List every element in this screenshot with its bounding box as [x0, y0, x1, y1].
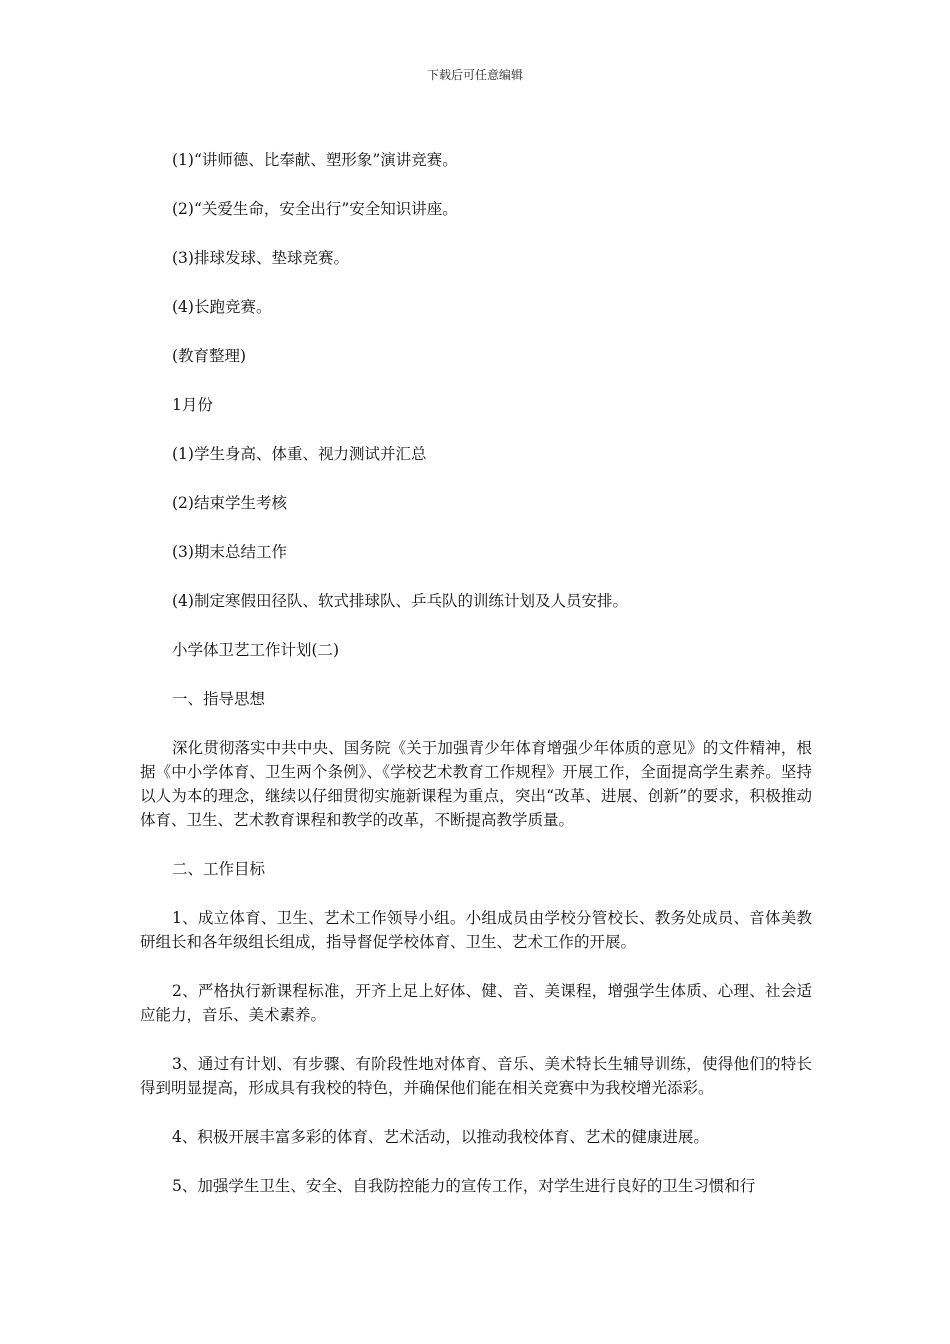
month-label: 1月份: [172, 396, 213, 414]
heading-work-goals: 二、工作目标: [172, 860, 266, 878]
goal-paragraph: 2、严格执行新课程标准，开齐上足上好体、健、音、美课程，增强学生体质、心理、社会适应能力，音乐、美术素养。: [140, 982, 812, 1024]
page-header-note: 下载后可任意编辑: [426, 68, 523, 82]
goal-paragraph: 5、加强学生卫生、安全、自我防控能力的宣传工作，对学生进行良好的卫生习惯和行: [172, 1177, 756, 1195]
list-item: (1)“讲师德、比奉献、塑形象”演讲竞赛。: [172, 151, 458, 169]
list-item: (1)学生身高、体重、视力测试并汇总: [172, 445, 427, 463]
goal-paragraph: 4、积极开展丰富多彩的体育、艺术活动，以推动我校体育、艺术的健康进展。: [172, 1128, 709, 1146]
heading-guiding-thought: 一、指导思想: [172, 690, 266, 708]
list-item: (2)结束学生考核: [172, 494, 287, 512]
goal-paragraph: 3、通过有计划、有步骤、有阶段性地对体育、音乐、美术特长生辅导训练，使得他们的特长得到明显提高，形成具有我校的特色，并确保他们能在相关竞赛中为我校增光添彩。: [140, 1055, 812, 1097]
list-item: (3)排球发球、垫球竞赛。: [172, 249, 349, 267]
document-body: [140, 148, 812, 1223]
goal-paragraph: 1、成立体育、卫生、艺术工作领导小组。小组成员由学校分管校长、教务处成员、音体美教研组长和各年级组长组成，指导督促学校体育、卫生、艺术工作的开展。: [140, 909, 812, 951]
list-item: (3)期末总结工作: [172, 543, 287, 561]
list-item: (4)制定寒假田径队、软式排球队、乒乓队的训练计划及人员安排。: [172, 592, 628, 610]
paragraph-guiding-thought: 深化贯彻落实中共中央、国务院《关于加强青少年体育增强少年体质的意见》的文件精神，根据《中小学体育、卫生两个条例》、《学校艺术教育工作规程》开展工作，全面提高学生素养。坚持以人为本的理念，继续以仔细贯彻实施新课程为重点，突出“改革、进展、创新”的要求，积极推动体育、卫生、艺术教育课程和教学的改革，不断提高教学质量。: [140, 739, 812, 829]
list-item: (2)“关爱生命，安全出行”安全知识讲座。: [172, 200, 458, 218]
list-item: (4)长跑竞赛。: [172, 298, 272, 316]
source-note: (教育整理): [172, 347, 247, 365]
section-title: 小学体卫艺工作计划(二): [172, 641, 340, 659]
